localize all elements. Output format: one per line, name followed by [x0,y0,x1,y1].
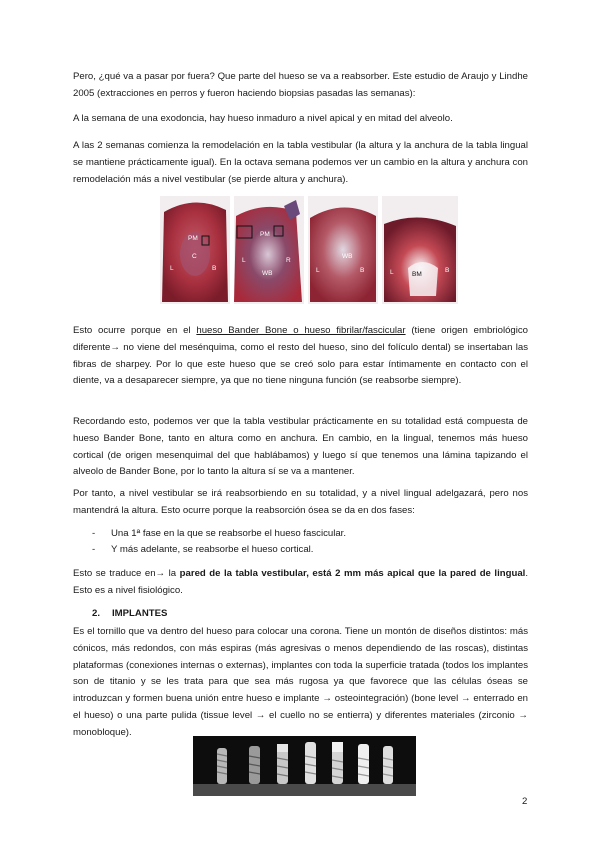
bander-bone-intro: Esto ocurre porque en el [73,325,197,336]
list-item-text: Una 1ª fase en la que se reabsorbe el hueso fascicular. [111,528,347,539]
histology-panel-4 [382,196,458,304]
label-b: B [360,267,365,274]
section-title: IMPLANTES [112,608,168,619]
label-r: R [286,257,291,264]
implant-screw-7 [383,746,393,784]
implant-screw-3 [277,744,288,784]
label-bm: BM [412,271,422,278]
section-heading-implantes [92,606,167,623]
label-l: L [316,267,320,274]
paragraph-first-week: A la semana de una exodoncia, hay hueso inmaduro a nivel apical y en mitad del alveolo. [73,113,453,124]
bander-bone-term: hueso Bander Bone o hueso fibrilar/fascicular [196,325,406,336]
conclusion-emphasis: pared de la tabla vestibular, está 2 mm más apical que la pared de lingual [179,568,526,579]
label-l: L [390,269,394,276]
label-c: C [192,253,197,260]
paragraph-vestibular-composition: Recordando esto, podemos ver que la tabla vestibular prácticamente en su totalidad está compuesta de hueso Bander Bone, tanto en altura como en anchura. En cambio, en la lingual, tenemos más hueso cortical (de origen mesenquimal del que hablábamos) y luego sí que tenemos una lámina tapizando el alveolo de Bander Bone, por lo tanto la altura sí se va a mantener. [73,416,528,478]
implant-screw-4 [305,742,316,784]
label-pm: PM [188,235,198,242]
paragraph-bander-bone [73,323,528,390]
list-item-text: Y más adelante, se reabsorbe el hueso cortical. [111,544,314,555]
label-pm: PM [260,231,270,238]
paragraph-implants: Es el tornillo que va dentro del hueso para colocar una corona. Tiene un montón de diseños distintos: más cónicos, más redondos, con más espiras (más agresivas o menos dependiendo de las roscas), distintas plataformas (conexiones internas o externas), implantes con toda la superficie tratada (todos los implantes son de titanio y se les trata para que sea más rugosa ya que favorece que las células óseas se introduzcan y formen buena unión entre hueso e implante → osteointegración) (bone level → enterrado en el hueso) o una parte pulida (tissue level → el cuello no se entierra) y diferentes materiales (zirconio → monobloque). [73,626,528,738]
list-dash: - [92,544,96,555]
paragraph-remodeling: A las 2 semanas comienza la remodelación en la tabla vestibular (la altura y la anchura de la tabla lingual se mantiene prácticamente igual). En la octava semana podemos ver un cambio en la altura y anchura con remodelación más a nivel vestibular (se pierde altura y anchura). [73,140,528,185]
implant-screw-5 [332,742,343,784]
implant-screw-2 [249,746,260,784]
conclusion-tail: . Esto es a nivel fisiológico. [73,568,528,596]
page-number: 2 [522,796,528,807]
list-dash: - [92,528,96,539]
implant-screw-6 [358,744,369,784]
label-l: L [170,265,174,272]
list-item [92,526,346,543]
conclusion-intro: Esto se traduce en→ la [73,568,180,579]
histology-figure [160,196,458,304]
label-l: L [242,257,246,264]
paragraph-conclusion [73,566,528,600]
histology-panel-2 [234,196,304,304]
implants-photo [193,736,416,796]
label-b: B [445,267,450,274]
paragraph-araujo-study: Pero, ¿qué va a pasar por fuera? Que parte del hueso se va a reabsorber. Este estudio de Araujo y Lindhe 2005 (extracciones en perros y fueron haciendo biopsias pasadas las semanas): [73,71,528,99]
implant-screw-1 [217,748,227,784]
label-wb: WB [342,253,353,260]
histology-panel-3 [308,196,378,304]
bander-bone-explanation: (tiene origen embriológico diferente→ no viene del mesénquima, como el resto del hueso, sino del folículo dental) se insertaban las fibras de sharpey. Por lo que este hueso que se creó solo para estar íntimamente en contacto con el diente, va a desaparecer siempre, ya que no tiene ninguna función (se reabsorbe siempre). [73,325,529,387]
label-wb: WB [262,270,273,277]
paragraph-two-phases: Por tanto, a nivel vestibular se irá reabsorbiendo en su totalidad, y a nivel lingual adelgazará, pero nos mantendrá la altura. Esto ocurre porque la reabsorción ósea se da en dos fases: [73,488,528,516]
list-item [92,542,313,559]
histology-panel-1 [160,196,230,304]
label-b: B [212,265,217,272]
section-number: 2. [92,608,101,619]
